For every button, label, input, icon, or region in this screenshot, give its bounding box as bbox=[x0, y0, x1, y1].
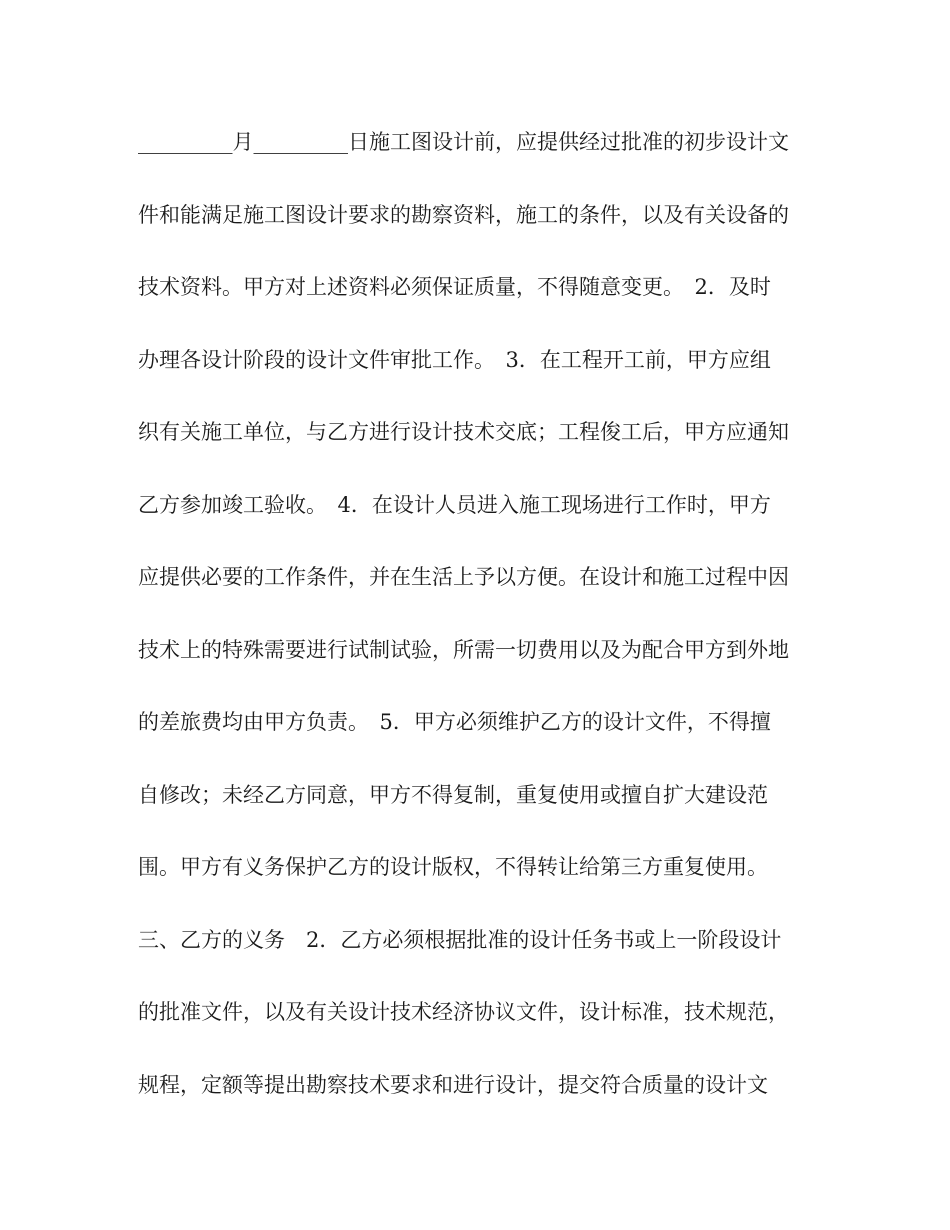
text-line: 应提供必要的工作条件，并在生活上予以方便。在设计和施工过程中因 bbox=[138, 565, 789, 589]
text-line: 自修改；未经乙方同意，甲方不得复制，重复使用或擅自扩大建设范 bbox=[138, 782, 768, 807]
text-line: 三、乙方的义务 2．乙方必须根据批准的设计任务书或上一阶段设计 bbox=[138, 927, 782, 952]
text-line: 办理各设计阶段的设计文件审批工作。 3．在工程开工前，甲方应组 bbox=[138, 347, 771, 372]
text-line: 的差旅费均由甲方负责。 5．甲方必须维护乙方的设计文件，不得擅 bbox=[138, 710, 771, 734]
text-line: 技术资料。甲方对上述资料必须保证质量，不得随意变更。 2．及时 bbox=[138, 275, 771, 299]
text-line: 件和能满足施工图设计要求的勘察资料，施工的条件，以及有关设备的 bbox=[138, 202, 789, 227]
text-line: _________月_________日施工图设计前，应提供经过批准的初步设计文 bbox=[138, 130, 789, 154]
text-line: 围。甲方有义务保护乙方的设计版权，不得转让给第三方重复使用。 bbox=[138, 855, 768, 879]
text-line: 技术上的特殊需要进行试制试验，所需一切费用以及为配合甲方到外地 bbox=[138, 637, 789, 662]
document-body bbox=[138, 120, 828, 1135]
text-line: 的批准文件，以及有关设计技术经济协议文件，设计标准，技术规范， bbox=[138, 1000, 789, 1024]
text-line: 乙方参加竣工验收。 4．在设计人员进入施工现场进行工作时，甲方 bbox=[138, 492, 771, 517]
text-line: 织有关施工单位，与乙方进行设计技术交底；工程俊工后，甲方应通知 bbox=[138, 420, 789, 444]
text-line: 规程，定额等提出勘察技术要求和进行设计，提交符合质量的设计文 bbox=[138, 1072, 768, 1097]
